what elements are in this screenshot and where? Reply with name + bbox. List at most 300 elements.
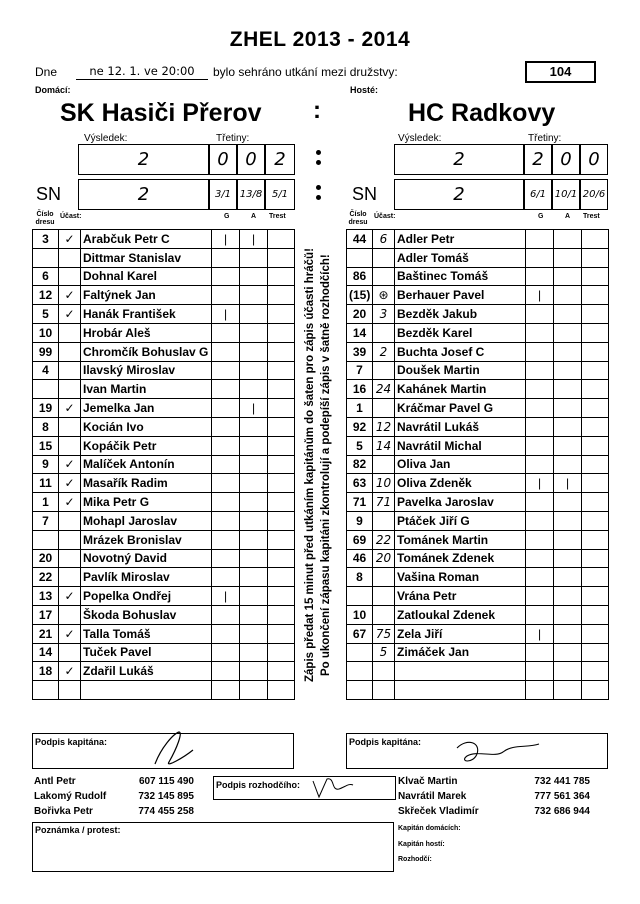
player-number: 1 — [347, 399, 373, 418]
player-penalty — [268, 681, 295, 700]
player-goals — [212, 681, 240, 700]
player-goals — [212, 549, 240, 568]
away-period-3-value: 0 — [588, 149, 600, 170]
player-penalty — [582, 474, 609, 493]
player-name: Kopáčik Petr — [81, 436, 212, 455]
player-penalty — [582, 248, 609, 267]
player-penalty — [582, 511, 609, 530]
table-row — [347, 493, 609, 512]
player-goals — [212, 286, 240, 305]
player-name: Zela Jiří — [395, 624, 526, 643]
referee-signature-label: Podpis rozhodčího: — [216, 780, 300, 790]
contact-phone: 732 441 785 — [534, 776, 590, 787]
player-goals — [526, 267, 554, 286]
table-row — [33, 323, 295, 342]
table-row — [33, 681, 295, 700]
player-number: 8 — [33, 417, 59, 436]
away-sn-2 — [552, 179, 580, 210]
referee-signature — [309, 773, 359, 803]
player-assists — [554, 323, 582, 342]
player-attendance: ✓ — [59, 230, 81, 249]
home-period-3-value: 2 — [274, 149, 286, 170]
player-name: Bezděk Jakub — [395, 305, 526, 324]
player-attendance: ✓ — [59, 474, 81, 493]
player-penalty — [268, 267, 295, 286]
player-penalty — [582, 267, 609, 286]
home-captain-signature-box — [32, 733, 294, 769]
player-name: Masařík Radim — [81, 474, 212, 493]
away-col-trest: Trest — [583, 213, 600, 220]
player-attendance — [59, 361, 81, 380]
player-name: Baštinec Tomáš — [395, 267, 526, 286]
player-assists — [554, 587, 582, 606]
player-assists: | — [240, 230, 268, 249]
player-name: Mohapl Jaroslav — [81, 511, 212, 530]
player-assists — [554, 605, 582, 624]
away-total-score — [394, 144, 524, 175]
table-row — [33, 624, 295, 643]
player-name: Malíček Antonín — [81, 455, 212, 474]
separator-dot — [316, 185, 321, 190]
away-captain-signature-label: Podpis kapitána: — [349, 737, 422, 747]
away-sn-label: SN — [352, 184, 378, 204]
player-number: 14 — [347, 323, 373, 342]
away-periods-label: Třetiny: — [528, 133, 562, 144]
player-attendance — [373, 587, 395, 606]
away-sn-3 — [580, 179, 608, 210]
player-penalty — [268, 474, 295, 493]
player-attendance — [373, 361, 395, 380]
player-name: Berhauer Pavel — [395, 286, 526, 305]
player-number — [347, 681, 373, 700]
player-number — [347, 662, 373, 681]
away-team-name: HC Radkovy — [408, 99, 556, 127]
player-goals — [526, 568, 554, 587]
player-goals — [212, 662, 240, 681]
player-assists — [240, 248, 268, 267]
player-penalty — [268, 549, 295, 568]
player-attendance — [59, 417, 81, 436]
player-goals — [526, 530, 554, 549]
player-penalty — [582, 361, 609, 380]
contact-row — [34, 776, 194, 791]
player-attendance: ⊛ — [373, 286, 395, 305]
player-name: Vrána Petr — [395, 587, 526, 606]
contact-row — [398, 806, 590, 821]
player-assists — [554, 662, 582, 681]
player-number: 16 — [347, 380, 373, 399]
player-number: 9 — [33, 455, 59, 474]
player-attendance — [59, 511, 81, 530]
contact-row — [34, 806, 194, 821]
home-sn-label: SN — [36, 184, 62, 204]
player-name: Doušek Martin — [395, 361, 526, 380]
player-assists — [554, 530, 582, 549]
player-assists — [240, 681, 268, 700]
player-penalty — [582, 568, 609, 587]
home-captain-signature — [143, 728, 213, 768]
player-goals — [212, 342, 240, 361]
player-attendance — [59, 380, 81, 399]
table-row — [347, 643, 609, 662]
player-name: Tománek Zdenek — [395, 549, 526, 568]
player-attendance: ✓ — [59, 493, 81, 512]
home-total-score — [78, 144, 209, 175]
player-assists — [554, 511, 582, 530]
player-name: Kocián Ivo — [81, 417, 212, 436]
player-name: Arabčuk Petr C — [81, 230, 212, 249]
player-name: Kahánek Martin — [395, 380, 526, 399]
separator-dot — [316, 150, 321, 155]
player-attendance — [373, 511, 395, 530]
player-attendance: ✓ — [59, 399, 81, 418]
player-penalty — [268, 605, 295, 624]
player-name: Zimáček Jan — [395, 643, 526, 662]
player-name: Navrátil Michal — [395, 436, 526, 455]
table-row — [347, 624, 609, 643]
player-number: 69 — [347, 530, 373, 549]
table-row — [347, 417, 609, 436]
player-assists — [554, 230, 582, 249]
table-row — [347, 530, 609, 549]
player-assists — [240, 568, 268, 587]
player-number: 6 — [33, 267, 59, 286]
player-penalty — [268, 323, 295, 342]
player-number: 12 — [33, 286, 59, 305]
contact-name: Lakomý Rudolf — [34, 791, 107, 802]
player-attendance — [373, 568, 395, 587]
player-attendance: 10 — [373, 474, 395, 493]
player-goals: | — [526, 624, 554, 643]
table-row — [347, 267, 609, 286]
table-row — [33, 305, 295, 324]
table-row — [347, 436, 609, 455]
away-label: Hosté: — [350, 85, 379, 95]
table-row — [347, 323, 609, 342]
player-penalty — [268, 417, 295, 436]
player-penalty — [268, 342, 295, 361]
player-name: Dohnal Karel — [81, 267, 212, 286]
away-col-ucast: Účast: — [374, 213, 396, 220]
player-number: 5 — [347, 436, 373, 455]
player-number — [33, 530, 59, 549]
player-attendance — [373, 248, 395, 267]
player-number: 22 — [33, 568, 59, 587]
player-goals — [526, 587, 554, 606]
player-number — [347, 643, 373, 662]
player-goals — [212, 417, 240, 436]
player-goals — [212, 436, 240, 455]
contacts-right — [398, 776, 590, 821]
home-period-2-value: 0 — [245, 149, 257, 170]
player-name: Zdařil Lukáš — [81, 662, 212, 681]
player-name: Popelka Ondřej — [81, 587, 212, 606]
table-row — [33, 662, 295, 681]
page-title: ZHEL 2013 - 2014 — [229, 28, 411, 51]
player-assists — [554, 624, 582, 643]
player-goals — [526, 399, 554, 418]
player-assists — [554, 305, 582, 324]
player-number: 20 — [33, 549, 59, 568]
home-col-g: G — [224, 213, 230, 220]
home-period-1 — [209, 144, 237, 175]
player-assists — [554, 643, 582, 662]
player-penalty — [582, 681, 609, 700]
played-text: bylo sehráno utkání mezi družstvy: — [213, 65, 398, 79]
player-assists — [240, 455, 268, 474]
home-sn-3-value: 5/1 — [271, 189, 289, 200]
player-attendance: 5 — [373, 643, 395, 662]
player-assists — [554, 361, 582, 380]
table-row — [33, 380, 295, 399]
player-penalty — [582, 342, 609, 361]
player-attendance: ✓ — [59, 662, 81, 681]
player-penalty — [268, 436, 295, 455]
player-penalty — [268, 305, 295, 324]
player-assists — [240, 643, 268, 662]
player-goals — [212, 474, 240, 493]
table-row — [33, 511, 295, 530]
player-number: 99 — [33, 342, 59, 361]
player-goals — [212, 361, 240, 380]
home-sn-3 — [265, 179, 295, 210]
player-goals — [526, 549, 554, 568]
player-goals: | — [212, 587, 240, 606]
player-goals — [526, 681, 554, 700]
player-name: Tománek Martin — [395, 530, 526, 549]
player-penalty — [582, 399, 609, 418]
player-name: Kráčmar Pavel G — [395, 399, 526, 418]
player-name: Chromčík Bohuslav G — [81, 342, 212, 361]
player-penalty — [582, 230, 609, 249]
player-attendance: 12 — [373, 417, 395, 436]
player-penalty — [268, 662, 295, 681]
player-assists — [240, 493, 268, 512]
away-sn-total-value: 2 — [453, 184, 465, 205]
player-name: Hanák František — [81, 305, 212, 324]
player-goals — [212, 643, 240, 662]
player-attendance: 6 — [373, 230, 395, 249]
table-row — [347, 230, 609, 249]
away-col-dres: Číslo dresu — [348, 211, 368, 226]
player-number: 46 — [347, 549, 373, 568]
table-row — [347, 474, 609, 493]
home-result-label: Výsledek: — [84, 133, 128, 144]
home-sn-2-value: 13/8 — [239, 189, 263, 200]
player-number: 4 — [33, 361, 59, 380]
player-penalty — [582, 305, 609, 324]
player-assists — [240, 286, 268, 305]
player-attendance: ✓ — [59, 455, 81, 474]
player-attendance — [373, 323, 395, 342]
home-period-3 — [265, 144, 295, 175]
player-name: Pavlík Miroslav — [81, 568, 212, 587]
table-row — [347, 305, 609, 324]
player-name — [81, 681, 212, 700]
team-separator: : — [313, 97, 321, 124]
player-penalty — [582, 417, 609, 436]
player-assists — [554, 681, 582, 700]
player-penalty — [268, 587, 295, 606]
player-number: 7 — [347, 361, 373, 380]
player-attendance — [373, 455, 395, 474]
player-penalty — [268, 361, 295, 380]
player-goals — [212, 511, 240, 530]
player-name: Adler Tomáš — [395, 248, 526, 267]
player-name: Dittmar Stanislav — [81, 248, 212, 267]
player-goals — [526, 662, 554, 681]
table-row — [33, 643, 295, 662]
player-penalty — [582, 662, 609, 681]
player-attendance — [59, 436, 81, 455]
away-period-3 — [580, 144, 608, 175]
player-assists — [554, 267, 582, 286]
player-name: Tuček Pavel — [81, 643, 212, 662]
player-attendance: 20 — [373, 549, 395, 568]
match-number: 104 — [549, 64, 572, 79]
table-row — [347, 662, 609, 681]
player-assists — [240, 511, 268, 530]
player-attendance: ✓ — [59, 624, 81, 643]
player-penalty — [582, 643, 609, 662]
player-number: 14 — [33, 643, 59, 662]
player-goals — [526, 323, 554, 342]
player-name: Faltýnek Jan — [81, 286, 212, 305]
player-penalty — [268, 380, 295, 399]
player-goals — [212, 399, 240, 418]
table-row — [33, 455, 295, 474]
home-periods-label: Třetiny: — [216, 133, 250, 144]
player-penalty — [582, 493, 609, 512]
player-goals: | — [526, 474, 554, 493]
player-goals — [526, 380, 554, 399]
home-label: Domácí: — [35, 85, 71, 95]
player-number: 20 — [347, 305, 373, 324]
table-row — [33, 248, 295, 267]
table-row — [347, 455, 609, 474]
player-name: Škoda Bohuslav — [81, 605, 212, 624]
player-number: 21 — [33, 624, 59, 643]
player-assists — [554, 493, 582, 512]
player-assists: | — [240, 399, 268, 418]
player-assists — [554, 380, 582, 399]
contact-row — [398, 776, 590, 791]
table-row — [347, 342, 609, 361]
player-number — [347, 587, 373, 606]
player-goals — [526, 436, 554, 455]
table-row — [33, 493, 295, 512]
player-attendance — [59, 267, 81, 286]
player-number: 92 — [347, 417, 373, 436]
player-number: 10 — [33, 323, 59, 342]
home-col-trest: Trest — [269, 213, 286, 220]
home-sn-total-value: 2 — [137, 184, 150, 205]
away-period-2 — [552, 144, 580, 175]
home-col-dres: Číslo dresu — [35, 211, 55, 226]
player-number: 71 — [347, 493, 373, 512]
player-attendance: 71 — [373, 493, 395, 512]
player-number: 17 — [33, 605, 59, 624]
player-assists — [240, 267, 268, 286]
player-name: Mika Petr G — [81, 493, 212, 512]
table-row — [33, 230, 295, 249]
contact-phone: 607 115 490 — [138, 776, 194, 787]
contact-row — [34, 791, 194, 806]
table-row — [33, 530, 295, 549]
table-row — [347, 549, 609, 568]
player-number: 63 — [347, 474, 373, 493]
player-assists — [240, 474, 268, 493]
away-sn-1-value: 6/1 — [529, 189, 547, 200]
player-name: Mrázek Bronislav — [81, 530, 212, 549]
home-sn-2 — [237, 179, 265, 210]
player-attendance — [59, 530, 81, 549]
match-number-box — [525, 61, 596, 83]
player-name: Hrobár Aleš — [81, 323, 212, 342]
home-total-value: 2 — [137, 149, 150, 170]
player-assists — [554, 286, 582, 305]
away-captain-signature-box — [346, 733, 608, 769]
player-assists — [240, 605, 268, 624]
player-number: 82 — [347, 455, 373, 474]
table-row — [33, 605, 295, 624]
away-period-1-value: 2 — [532, 149, 544, 170]
player-number: 44 — [347, 230, 373, 249]
player-attendance — [59, 643, 81, 662]
player-number: 18 — [33, 662, 59, 681]
player-penalty — [268, 643, 295, 662]
contacts-left — [34, 776, 194, 821]
player-goals: | — [212, 230, 240, 249]
player-assists — [240, 361, 268, 380]
player-assists — [554, 549, 582, 568]
date-value: ne 12. 1. ve 20:00 — [76, 64, 208, 80]
player-goals — [526, 493, 554, 512]
player-penalty — [268, 455, 295, 474]
away-roster — [346, 229, 609, 700]
player-number — [33, 681, 59, 700]
player-name: Ivan Martin — [81, 380, 212, 399]
home-col-ucast: Účast: — [60, 213, 82, 220]
player-goals — [212, 323, 240, 342]
player-penalty — [268, 399, 295, 418]
player-name: Pavelka Jaroslav — [395, 493, 526, 512]
player-number: 8 — [347, 568, 373, 587]
player-goals: | — [212, 305, 240, 324]
player-attendance: 2 — [373, 342, 395, 361]
player-assists — [554, 399, 582, 418]
away-period-1 — [524, 144, 552, 175]
player-attendance — [373, 681, 395, 700]
player-penalty — [582, 624, 609, 643]
player-name: Novotný David — [81, 549, 212, 568]
player-penalty — [582, 587, 609, 606]
player-number: 67 — [347, 624, 373, 643]
player-number — [347, 248, 373, 267]
player-name: Oliva Zdeněk — [395, 474, 526, 493]
player-assists — [240, 436, 268, 455]
player-name: Navrátil Lukáš — [395, 417, 526, 436]
player-goals — [526, 643, 554, 662]
player-assists — [554, 248, 582, 267]
player-assists — [554, 417, 582, 436]
table-row — [33, 267, 295, 286]
player-assists — [240, 323, 268, 342]
player-name: Vašina Roman — [395, 568, 526, 587]
player-number: 5 — [33, 305, 59, 324]
player-attendance — [59, 681, 81, 700]
table-row — [347, 361, 609, 380]
